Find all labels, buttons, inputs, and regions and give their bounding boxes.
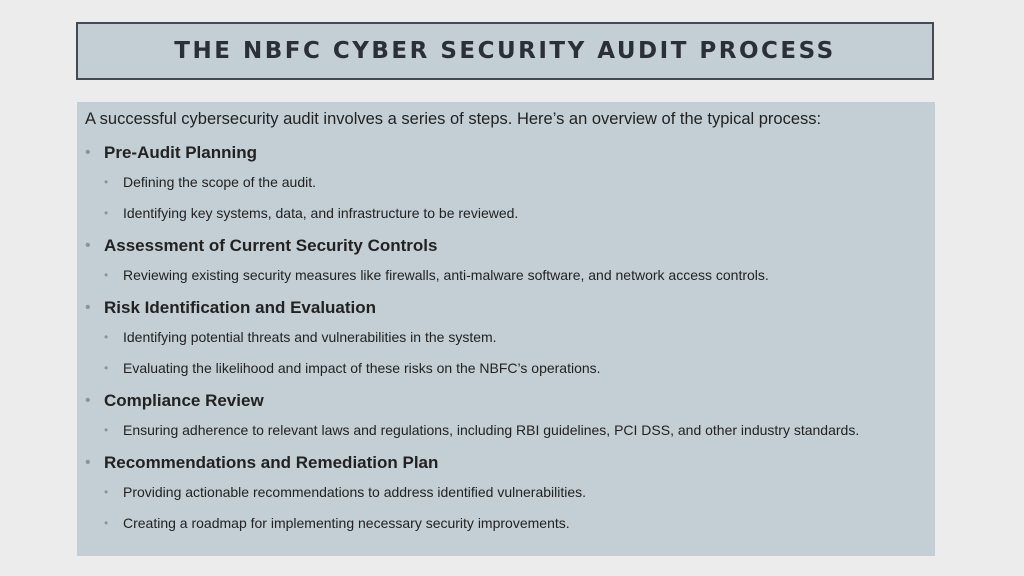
bullet-icon: • [85,299,91,316]
section-recommendations [77,450,935,538]
list-item [104,507,935,538]
section-list [77,140,935,538]
intro-text: A successful cybersecurity audit involves a series of steps. Here’s an overview of the typical process: [85,110,822,128]
list-item-text: Creating a roadmap for implementing necessary security improvements. [123,514,570,531]
list-item-text: Reviewing existing security measures like firewalls, anti-malware software, and network access controls. [123,266,769,283]
bullet-icon: • [104,515,109,530]
section-assessment-controls [77,233,935,290]
section-heading: Compliance Review [104,391,264,410]
bullet-icon: • [104,484,109,499]
bullet-icon: • [104,267,109,282]
list-item [104,321,935,352]
list-item [104,166,935,197]
list-item-text: Evaluating the likelihood and impact of these risks on the NBFC’s operations. [123,359,601,376]
section-heading-row [85,295,935,321]
list-item [104,259,935,290]
bullet-icon: • [85,454,91,471]
section-compliance-review [77,388,935,445]
section-pre-audit-planning [77,140,935,228]
content-box [77,102,935,556]
section-heading: Pre-Audit Planning [104,143,257,162]
list-item-text: Ensuring adherence to relevant laws and regulations, including RBI guidelines, PCI DSS, and other industry standards. [123,421,860,438]
list-item [104,476,935,507]
bullet-icon: • [104,422,109,437]
section-heading-row [85,233,935,259]
section-heading-row [85,450,935,476]
section-risk-identification [77,295,935,383]
bullet-icon: • [85,144,91,161]
bullet-icon: • [104,174,109,189]
section-heading: Recommendations and Remediation Plan [104,453,439,472]
list-item [104,414,935,445]
bullet-icon: • [85,392,91,409]
bullet-icon: • [104,329,109,344]
title-box [76,22,934,80]
list-item [104,197,935,228]
section-heading: Assessment of Current Security Controls [104,236,438,255]
slide-title: THE NBFC CYBER SECURITY AUDIT PROCESS [174,38,836,64]
list-item-text: Providing actionable recommendations to address identified vulnerabilities. [123,483,587,500]
list-item-text: Defining the scope of the audit. [123,173,317,190]
bullet-icon: • [85,237,91,254]
section-heading-row [85,140,935,166]
list-item-text: Identifying key systems, data, and infrastructure to be reviewed. [123,204,519,221]
list-item-text: Identifying potential threats and vulnerabilities in the system. [123,328,497,345]
section-heading-row [85,388,935,414]
bullet-icon: • [104,205,109,220]
list-item [104,352,935,383]
bullet-icon: • [104,360,109,375]
section-heading: Risk Identification and Evaluation [104,298,377,317]
